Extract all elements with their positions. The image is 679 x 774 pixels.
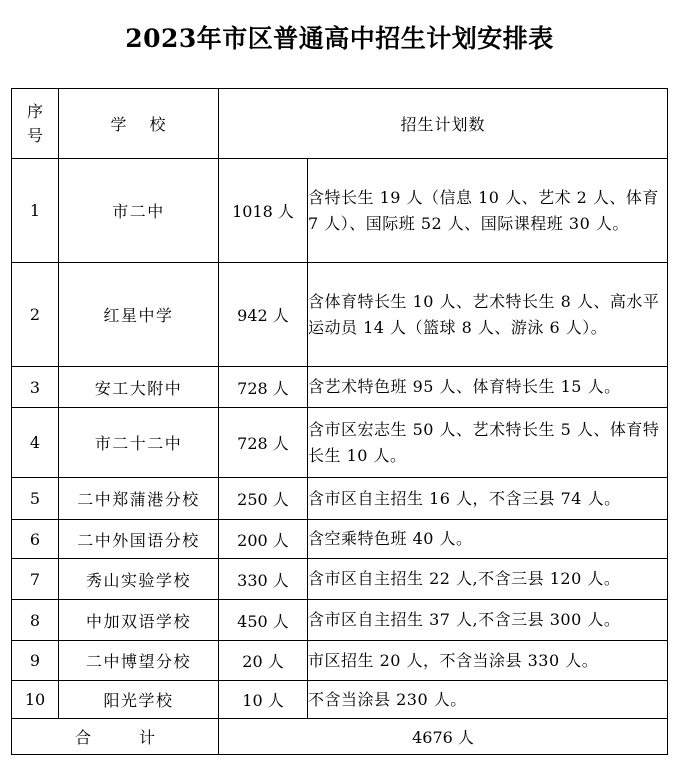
row-number: 6 [12,520,59,559]
school-name: 二中郑蒲港分校 [59,478,219,520]
enrollment-note: 含市区自主招生 16 人，不含三县 74 人。 [308,478,668,520]
enrollment-note: 市区招生 20 人，不含当涂县 330 人。 [308,641,668,681]
page-title: 2023年市区普通高中招生计划安排表 [125,24,554,53]
header-school-char-1: 学 [110,115,128,134]
school-name: 秀山实验学校 [59,559,219,600]
enrollment-note: 含体育特长生 10 人、艺术特长生 8 人、高水平运动员 14 人（篮球 8 人、游泳 6 人）。 [308,263,668,367]
enrollment-note: 含市区宏志生 50 人、艺术特长生 5 人、体育特长生 10 人。 [308,408,668,478]
enrollment-count: 200 人 [219,520,308,559]
enrollment-count: 942 人 [219,263,308,367]
total-row [12,719,668,755]
school-name: 中加双语学校 [59,600,219,641]
enrollment-note: 含特长生 19 人（信息 10 人、艺术 2 人、体育 7 人）、国际班 52 人、国际课程班 30 人。 [308,159,668,263]
school-name: 红星中学 [59,263,219,367]
header-serial-number [12,89,59,159]
total-label-char-2: 计 [139,728,156,747]
table-row [12,478,668,520]
table-row [12,681,668,719]
enrollment-count: 330 人 [219,559,308,600]
enrollment-plan-table [11,88,668,755]
total-label [12,719,219,755]
header-school [59,89,219,159]
row-number: 9 [12,641,59,681]
row-number: 5 [12,478,59,520]
row-number: 1 [12,159,59,263]
enrollment-count: 10 人 [219,681,308,719]
enrollment-note: 含艺术特色班 95 人、体育特长生 15 人。 [308,367,668,408]
table-header-row [12,89,668,159]
table-row [12,559,668,600]
header-school-char-2: 校 [149,115,167,134]
table-row [12,159,668,263]
enrollment-note: 含空乘特色班 40 人。 [308,520,668,559]
row-number: 2 [12,263,59,367]
row-number: 8 [12,600,59,641]
header-serial-char-1: 序 [26,101,43,121]
school-name: 二中博望分校 [59,641,219,681]
school-name: 二中外国语分校 [59,520,219,559]
table-row [12,600,668,641]
table-row [12,263,668,367]
enrollment-note: 含市区自主招生 37 人,不含三县 300 人。 [308,600,668,641]
total-value: 4676 人 [219,719,668,755]
enrollment-count: 450 人 [219,600,308,641]
row-number: 4 [12,408,59,478]
row-number: 7 [12,559,59,600]
table-row [12,641,668,681]
enrollment-count: 728 人 [219,367,308,408]
enrollment-note: 不含当涂县 230 人。 [308,681,668,719]
enrollment-note: 含市区自主招生 22 人,不含三县 120 人。 [308,559,668,600]
school-name: 市二中 [59,159,219,263]
school-name: 市二十二中 [59,408,219,478]
school-name: 安工大附中 [59,367,219,408]
school-name: 阳光学校 [59,681,219,719]
total-label-char-1: 合 [74,728,91,747]
header-serial-char-2: 号 [26,125,43,145]
enrollment-count: 1018 人 [219,159,308,263]
enrollment-count: 250 人 [219,478,308,520]
table-row [12,367,668,408]
table-row [12,520,668,559]
header-enrollment-plan: 招生计划数 [219,89,668,159]
row-number: 3 [12,367,59,408]
row-number: 10 [12,681,59,719]
enrollment-count: 728 人 [219,408,308,478]
table-row [12,408,668,478]
enrollment-count: 20 人 [219,641,308,681]
